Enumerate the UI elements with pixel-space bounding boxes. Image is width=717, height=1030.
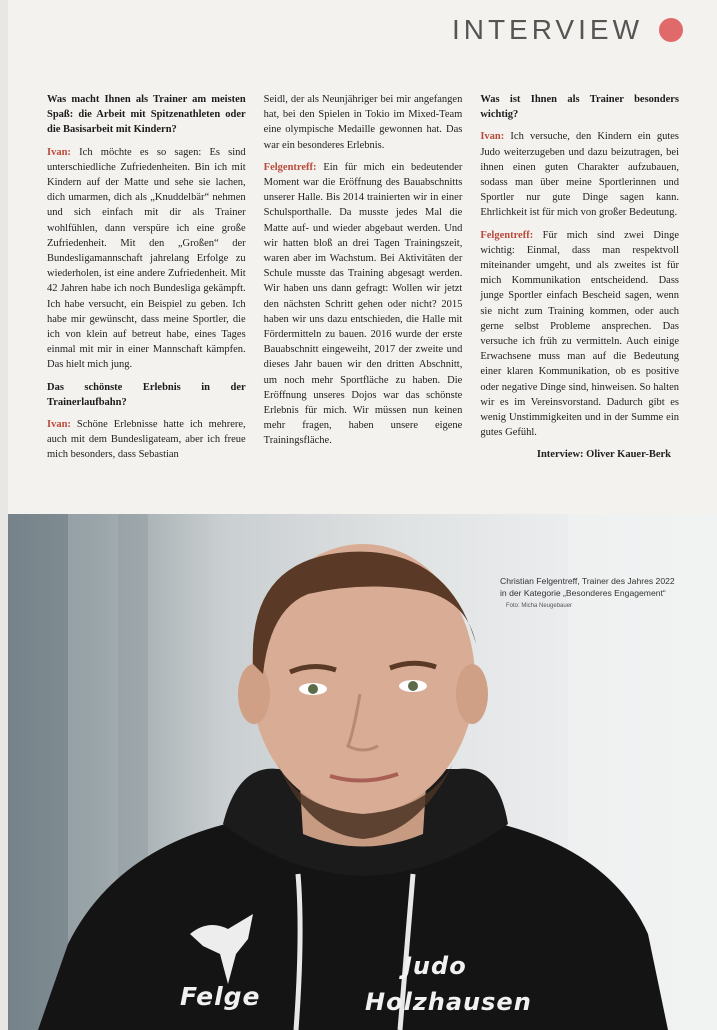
answer-text: Ich möchte es so sagen: Es sind unterschiedliche Zufriedenheiten. Bin ich mit Kindern auf der Matte und sehe sie lachen, dich umarmen, dich als „Knuddelbär“ nehmen und sich einfach mit dir als Trainer wohlfühlen, dann verspüre ich eine große Zufriedenheit. Mit den „Großen“ der Bundesligamannschaft jahrelang Erfolge zu wiederholen, ist eine andere Zufriedenheit. Mit 42 Jahren habe ich noch Bundesliga gekämpft. Ich habe versucht, ein Beispiel zu geben. Ich habe mir gewünscht, dass meine Sportler, die ich von klein auf betreut habe, eines Tages einmal mit mir in einer Mannschaft kämpfen. Das hielt mich jung. — [47, 146, 246, 371]
answer — [480, 228, 679, 441]
answer — [47, 145, 246, 373]
speaker-label: Ivan: — [47, 146, 71, 158]
answer-text: Schöne Erlebnisse hatte ich mehrere, auch mit dem Bundesligateam, aber ich freue mich besonders, dass Sebastian — [47, 419, 246, 461]
photo-credit: Foto: Micha Neugebauer — [506, 603, 573, 609]
speaker-label: Ivan: — [47, 419, 71, 431]
question: Das schönste Erlebnis in der Trainerlaufbahn? — [47, 381, 246, 408]
jacket-print-club: Holzhausen — [365, 988, 532, 1016]
question: Was macht Ihnen als Trainer am meisten Spaß: die Arbeit mit Spitzenathleten oder die Basisarbeit mit Kindern? — [47, 94, 246, 136]
accent-dot — [659, 18, 683, 42]
column-1 — [47, 92, 246, 502]
interview-credit: Interview: Oliver Kauer-Berk — [536, 449, 672, 461]
column-3 — [480, 92, 679, 502]
portrait-photo — [8, 514, 717, 1030]
question: Was ist Ihnen als Trainer besonders wichtig? — [480, 94, 680, 121]
column-2 — [264, 92, 463, 502]
section-title: INTERVIEW — [451, 14, 643, 45]
answer-text: Für mich sind zwei Dinge wichtig: Einmal, dass man respektvoll miteinander umgeht, und als zweites ist für mich Kommunikation entscheidend. Dass junge Sportler einfach Bescheid sagen, wenn sie nicht zum Training kommen, oder auch gerne selbst Probleme ansprechen. Das versuche ich früh zu vermitteln. Auch einige Erwachsene muss man auf die Bedeutung einer klaren Kommunikation, ob es positive oder negative Dinge sind, hinweisen. So halten wir es im Vereinsvorstand. Dadurch gibt es wenig Unstimmigkeiten und in der Summe ein gutes Gefühl. — [480, 229, 680, 439]
speaker-label: Ivan: — [480, 131, 505, 143]
bleed-through-text — [258, 0, 458, 40]
answer-text: Ich versuche, den Kindern ein gutes Judo weiterzugeben und dazu beizutragen, bei ihnen einen guten Charakter aufzubauen, sodass man über meine Sportlerinnen und Sportler nur gute Dinge sagen kann. Ehrlichkeit ist für mich von großer Bedeutung. — [480, 131, 680, 219]
answer-text: Ein für mich ein bedeutender Moment war die Eröffnung des Bauabschnitts unserer Halle. Bis 2014 trainierten wir in einer Schulsporthalle. Da musste jedes Mal die Matte auf- und wieder abgebaut werden. Und wir hatten bloß an drei Tagen Trainingszeit, waren aber im Wachstum. Bei Aktivitäten der Schule musste das Training abgesagt werden. Wir haben uns dann gefragt: Wollen wir jetzt den nächsten Schritt gehen oder nicht? 2015 haben wir uns dazu entschieden, die Halle mit Fördermitteln zu bauen. 2016 wurde der erste Bauabschnitt eingeweiht, 2017 der zweite und dieses Jahr bauen wir den dritten Abschnitt, um noch mehr Sportfläche zu haben. Die Eröffnung unseres Dojos war das schönste Erlebnis für mich. Wir müssen nun keinen mehr fragen, haben unsere eigene Trainingsfläche. — [263, 161, 463, 447]
jacket-print-judo: Judo — [403, 952, 467, 980]
answer — [47, 417, 246, 463]
magazine-page — [8, 0, 717, 1030]
jacket-print-left: Felge — [180, 982, 261, 1011]
answer-continued: Seidl, der als Neunjähriger bei mir angefangen hat, bei den Spielen in Tokio im Mixed-Team eine olympische Medaille gewonnen hat. Das war ein besonderes Erlebnis. — [263, 94, 463, 151]
speaker-label: Felgentreff: — [480, 229, 534, 241]
photo-caption — [500, 576, 680, 613]
article-columns — [47, 92, 679, 502]
section-header — [452, 14, 683, 46]
answer — [480, 129, 679, 220]
speaker-label: Felgentreff: — [263, 161, 317, 173]
caption-text: Christian Felgentreff, Trainer des Jahres 2022 in der Kategorie „Besonderes Engagement“ — [500, 576, 675, 598]
answer — [264, 160, 463, 449]
